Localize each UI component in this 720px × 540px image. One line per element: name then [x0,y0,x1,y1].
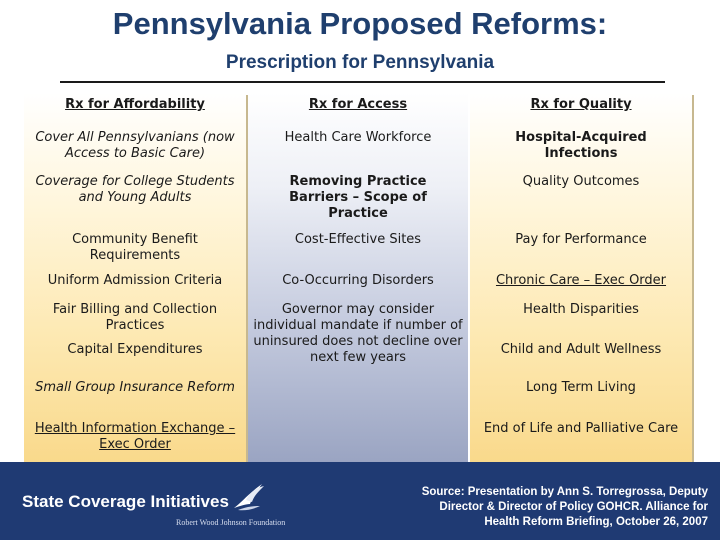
affordability-item: Fair Billing and Collection Practices [52,302,218,333]
access-item: Removing Practice Barriers – Scope of Practice [289,174,427,221]
quality-item: Health Disparities [523,302,639,317]
affordability-item: Health Information Exchange – Exec Order [34,421,236,452]
source-line: Director & Director of Policy GOHCR. Alliance for [439,501,708,513]
quality-header: Rx for Quality [530,97,632,112]
source-line: Health Reform Briefing, October 26, 2007 [484,516,708,528]
quality-item: End of Life and Palliative Care [483,421,679,436]
quality-item: Long Term Living [526,380,636,395]
affordability-item: Uniform Admission Criteria [47,273,223,288]
quality-item: Quality Outcomes [522,174,640,189]
access-header: Rx for Access [308,97,408,112]
slide-title: Pennsylvania Proposed Reforms: [112,6,608,41]
title-divider [60,81,665,83]
affordability-item: Community Benefit Requirements [72,232,198,263]
affordability-item: Capital Expenditures [67,342,203,357]
access-item: Cost-Effective Sites [294,232,422,247]
access-item: Co-Occurring Disorders [282,273,434,288]
affordability-item: Coverage for College Students and Young Adults [35,174,235,205]
source-citation [388,485,708,530]
quality-item: Hospital-Acquired Infections [515,130,647,161]
affordability-item: Cover All Pennsylvanians (now Access to Basic Care) [35,130,235,161]
slide-subtitle: Prescription for Pennsylvania [225,52,495,73]
quality-item: Pay for Performance [515,232,647,247]
affordability-item: Small Group Insurance Reform [35,380,235,395]
eagle-logo-icon [232,480,266,514]
foundation-text: Robert Wood Johnson Foundation [176,518,286,527]
quality-item: Chronic Care – Exec Order [495,273,667,288]
brand-logo-text: State Coverage Initiatives [22,492,229,511]
source-line: Source: Presentation by Ann S. Torregrossa, Deputy [421,486,708,498]
affordability-header: Rx for Affordability [65,97,205,112]
quality-item: Child and Adult Wellness [500,342,662,357]
access-item: Health Care Workforce [284,130,432,145]
access-item: Governor may consider individual mandate if number of uninsured does not decline over next few years [253,302,463,365]
